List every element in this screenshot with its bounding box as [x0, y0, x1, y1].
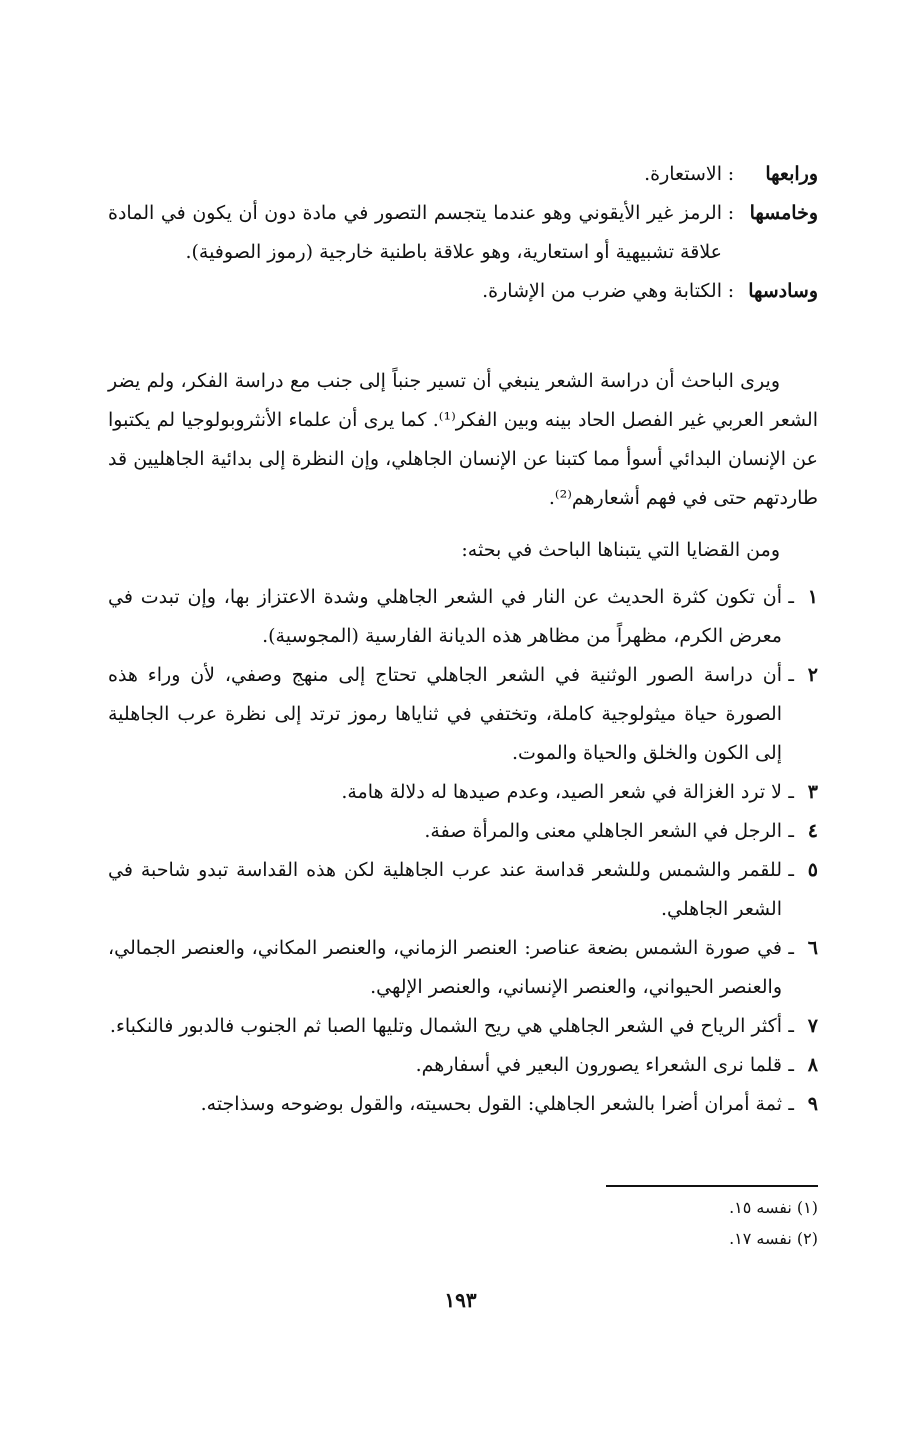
list-item-text: ثمة أمران أضرا بالشعر الجاهلي: القول بحسيته، والقول بوضوحه وسذاجته.	[200, 1093, 782, 1115]
term-label: وسادسها	[748, 280, 818, 302]
list-number: ٨	[807, 1054, 818, 1076]
term-text: الرمز غير الأيقوني وهو عندما يتجسم التصور في مادة دون أن يكون في المادة علاقة تشبيهية أو استعارية، وهو علاقة باطنية خارجية (رموز الصوفية).	[108, 202, 722, 263]
term-label: ورابعها	[765, 163, 818, 185]
list-item	[108, 812, 818, 851]
list-dash: ـ	[788, 1054, 794, 1076]
term-text: الكتابة وهي ضرب من الإشارة.	[482, 280, 722, 302]
list-item-text: الرجل في الشعر الجاهلي معنى والمرأة صفة.	[424, 820, 782, 842]
list-item-text: قلما نرى الشعراء يصورون البعير في أسفارهم.	[415, 1054, 782, 1076]
footnote: (١) نفسه ١٥.	[729, 1198, 818, 1217]
footnotes	[108, 1192, 818, 1254]
term-label: وخامسها	[749, 202, 818, 224]
page-number: ١٩٣	[444, 1288, 477, 1312]
footnote-divider	[606, 1185, 818, 1187]
list-item	[108, 773, 818, 812]
list-item-text: للقمر والشمس وللشعر قداسة عند عرب الجاهلية لكن هذه القداسة تبدو شاحبة في الشعر الجاهلي.	[108, 859, 782, 920]
list-item-text: أكثر الرياح في الشعر الجاهلي هي ريح الشمال وتليها الصبا ثم الجنوب فالدبور فالنكباء.	[109, 1015, 782, 1037]
body-paragraph-researcher-view: ويرى الباحث أن دراسة الشعر ينبغي أن تسير جنباً إلى جنب مع دراسة الفكر، ولم يضر الشعر العربي غير الفصل الحاد بينه وبين الفكر⁽¹⁾. كما يرى أن علماء الأنثروبولوجيا لم يكتبوا عن الإنسان البدائي أسوأ مما كتبنا عن الإنسان الجاهلي، وإن النظرة إلى بدائية الجاهليين قد طاردتهم حتى في فهم أشعارهم⁽²⁾.	[108, 370, 818, 509]
list-item	[108, 656, 818, 773]
issues-list	[108, 578, 818, 1124]
list-dash: ـ	[788, 1093, 794, 1115]
list-dash: ـ	[788, 820, 794, 842]
list-item	[108, 1085, 818, 1124]
list-dash: ـ	[788, 781, 794, 803]
footnote: (٢) نفسه ١٧.	[729, 1229, 818, 1248]
term-colon: :	[727, 163, 735, 185]
term-row	[108, 194, 818, 272]
list-item-text: لا ترد الغزالة في شعر الصيد، وعدم صيدها له دلالة هامة.	[341, 781, 782, 803]
body-paragraph-issues-intro: ومن القضايا التي يتبناها الباحث في بحثه:	[461, 539, 780, 561]
list-dash: ـ	[788, 664, 794, 686]
list-dash: ـ	[788, 937, 794, 959]
list-item-text: في صورة الشمس بضعة عناصر: العنصر الزماني، والعنصر المكاني، والعنصر الجمالي، والعنصر الحيواني، والعنصر الإنساني، والعنصر الإلهي.	[108, 937, 782, 998]
list-number: ٢	[807, 664, 818, 686]
list-number: ٧	[807, 1015, 818, 1037]
term-row	[108, 272, 818, 311]
list-item	[108, 929, 818, 1007]
list-number: ٣	[807, 781, 818, 803]
list-number: ٤	[807, 820, 818, 842]
list-dash: ـ	[788, 859, 794, 881]
list-item	[108, 1046, 818, 1085]
term-row	[108, 155, 818, 194]
list-item-text: أن تكون كثرة الحديث عن النار في الشعر الجاهلي وشدة الاعتزاز بها، وإن تبدت في معرض الكرم، مظهراً من مظاهر هذه الديانة الفارسية (المجوسية).	[108, 586, 782, 647]
list-dash: ـ	[788, 1015, 794, 1037]
list-number: ٩	[807, 1093, 818, 1115]
list-item	[108, 1007, 818, 1046]
list-item	[108, 578, 818, 656]
term-colon: :	[727, 280, 735, 302]
list-number: ٥	[807, 859, 818, 881]
list-item-text: أن دراسة الصور الوثنية في الشعر الجاهلي تحتاج إلى منهج وصفي، لأن وراء هذه الصورة حياة ميثولوجية كاملة، وتختفي في ثناياها رموز ترتد إلى نظرة عرب الجاهلية إلى الكون والخلق والحياة والموت.	[108, 664, 782, 764]
list-item	[108, 851, 818, 929]
term-colon: :	[727, 202, 735, 224]
term-text: الاستعارة.	[644, 163, 722, 185]
list-dash: ـ	[788, 586, 794, 608]
term-definitions	[108, 155, 818, 311]
list-number: ٦	[807, 937, 818, 959]
list-number: ١	[807, 586, 818, 608]
